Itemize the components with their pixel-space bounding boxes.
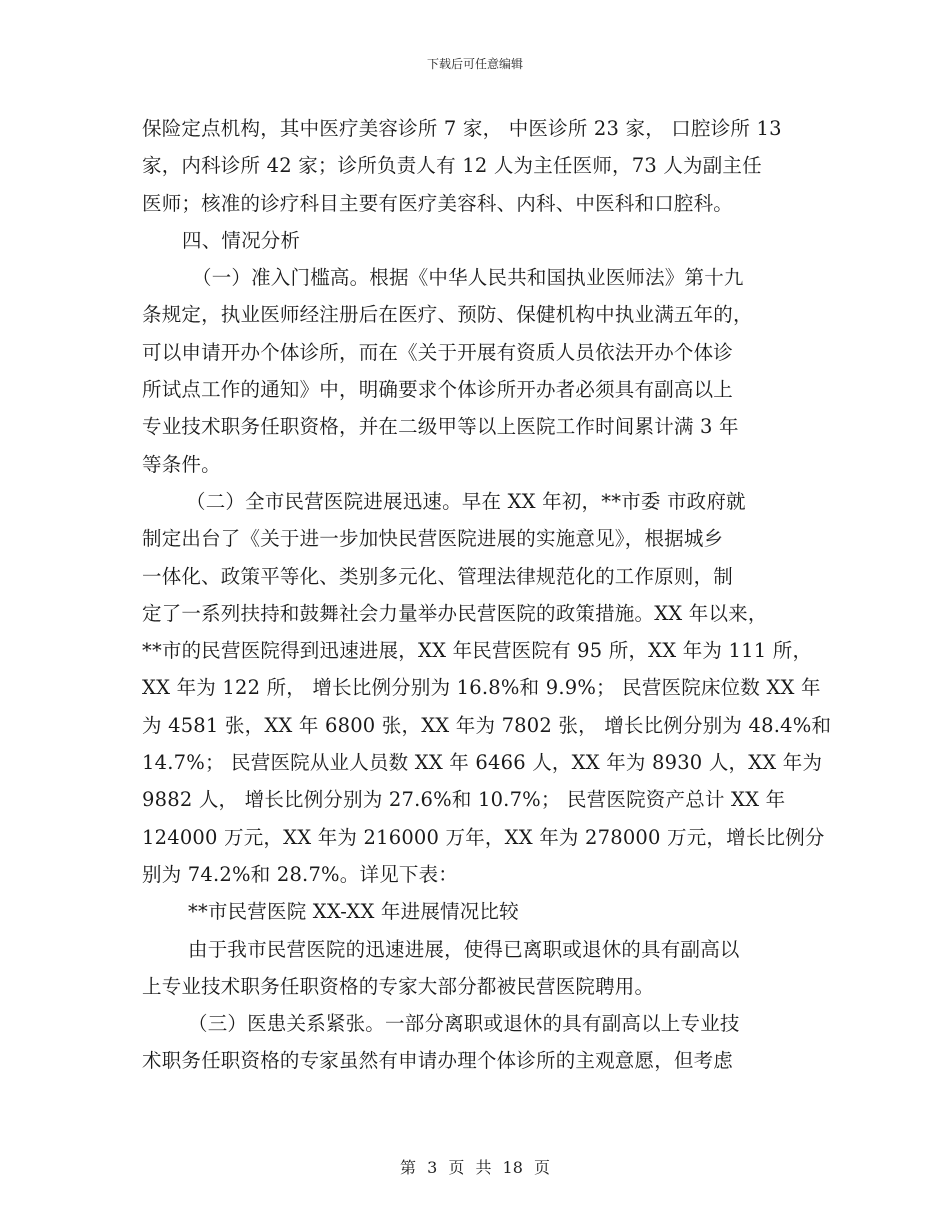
text-line: 专业技术职务任职资格，并在二级甲等以上医院工作时间累计满 3 年 xyxy=(142,415,739,439)
text-line: 家，内科诊所 42 家；诊所负责人有 12 人为主任医师，73 人为副主任 xyxy=(142,154,762,178)
text-line: 为 4581 张，XX 年 6800 张，XX 年为 7802 张， 增长比例分别为 48.4%和 xyxy=(142,713,832,737)
text-line: 制定出台了《关于进一步加快民营医院进展的实施意见》，根据城乡 xyxy=(142,527,724,551)
text-line: （三）医患关系紧张。一部分离职或退休的具有副高以上专业技 xyxy=(188,1012,740,1036)
text-line: 保险定点机构，其中医疗美容诊所 7 家， 中医诊所 23 家， 口腔诊所 13 xyxy=(142,117,782,140)
page-footer: 第 3 页 共 18 页 xyxy=(400,1158,550,1177)
text-line: 医师；核准的诊疗科目主要有医疗美容科、内科、中医科和口腔科。 xyxy=(142,191,734,215)
document-body xyxy=(142,110,832,1080)
text-line: 14.7%； 民营医院从业人员数 XX 年 6466 人，XX 年为 8930 人，XX 年为 xyxy=(142,751,823,775)
text-line: 术职务任职资格的专家虽然有申请办理个体诊所的主观意愿，但考虑 xyxy=(142,1049,734,1073)
text-line: （二）全市民营医院进展迅速。早在 XX 年初，**市委 市政府就 xyxy=(186,489,746,513)
text-line: XX 年为 122 所， 增长比例分别为 16.8%和 9.9%； 民营医院床位数 XX 年 xyxy=(142,676,821,700)
text-line: 所试点工作的通知》中，明确要求个体诊所开办者必须具有副高以上 xyxy=(142,378,734,402)
text-line: 由于我市民营医院的迅速进展，使得已离职或退休的具有副高以 xyxy=(188,937,740,961)
text-line: 可以申请开办个体诊所，而在《关于开展有资质人员依法开办个体诊 xyxy=(142,340,734,364)
text-line: 四、情况分析 xyxy=(182,228,301,252)
text-line: 等条件。 xyxy=(142,452,221,476)
text-line: 条规定，执业医师经注册后在医疗、预防、保健机构中执业满五年的， xyxy=(142,303,753,327)
text-line: 上专业技术职务任职资格的专家大部分都被民营医院聘用。 xyxy=(142,974,655,998)
text-line: 定了一系列扶持和鼓舞社会力量举办民营医院的政策措施。XX 年以来， xyxy=(142,601,768,625)
text-line: 别为 74.2%和 28.7%。详见下表： xyxy=(142,862,458,886)
text-line: 一体化、政策平等化、类别多元化、管理法律规范化的工作原则，制 xyxy=(142,564,734,588)
text-line: 124000 万元，XX 年为 216000 万年，XX 年为 278000 万元，增长比例分 xyxy=(142,825,825,849)
text-line: （一）准入门槛高。根据《中华人民共和国执业医师法》第十九 xyxy=(192,266,744,290)
text-line: **市的民营医院得到迅速进展，XX 年民营医院有 95 所，XX 年为 111 所， xyxy=(142,639,813,663)
page-header: 下载后可任意编辑 xyxy=(426,57,523,71)
text-line: **市民营医院 XX-XX 年进展情况比较 xyxy=(188,900,519,924)
text-line: 9882 人， 增长比例分别为 27.6%和 10.7%； 民营医院资产总计 XX 年 xyxy=(142,788,786,812)
